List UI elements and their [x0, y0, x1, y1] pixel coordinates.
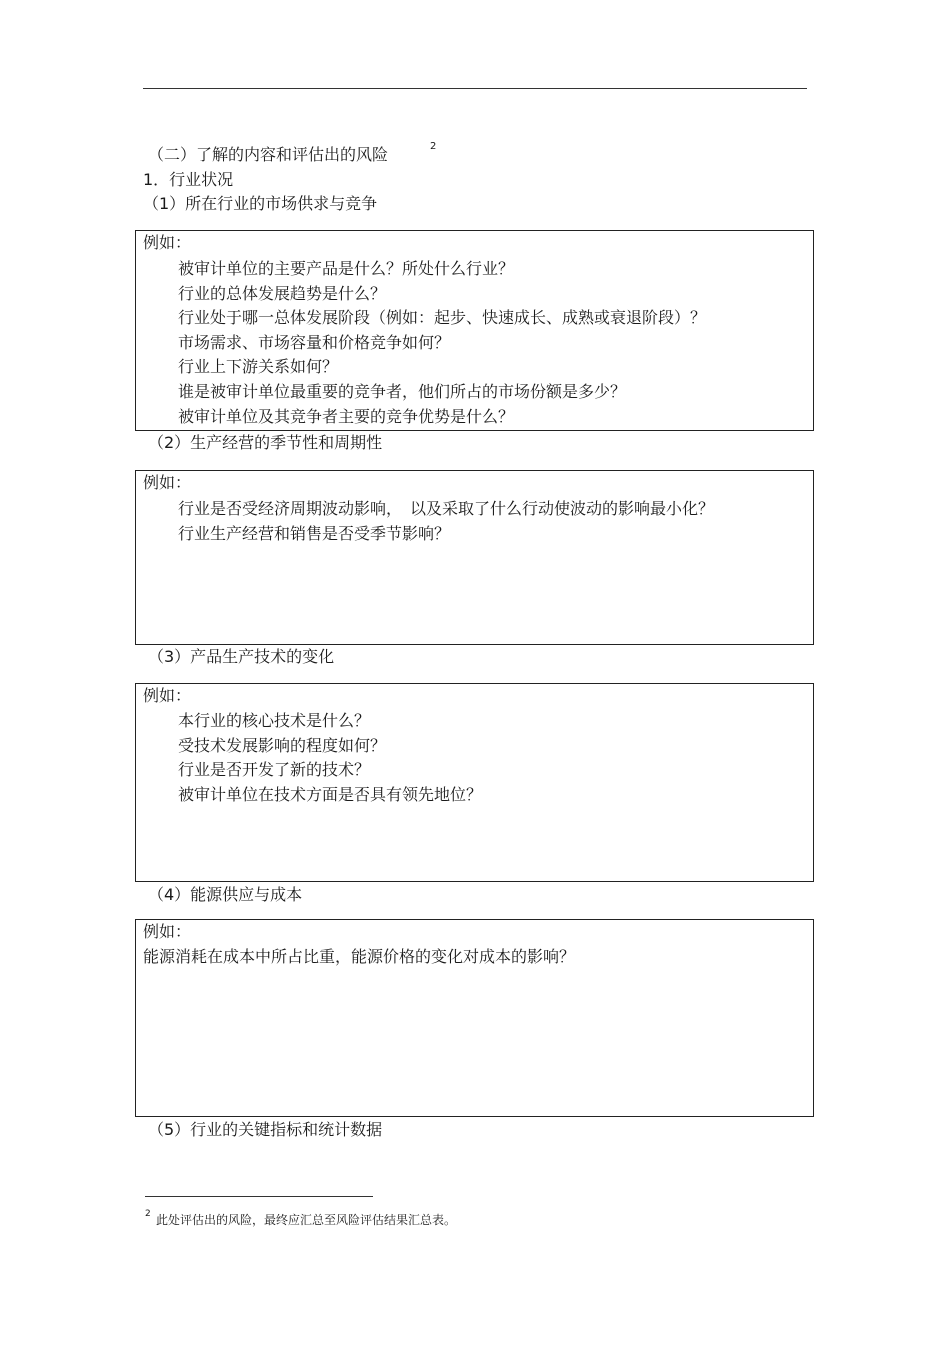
example-box-1	[135, 230, 814, 431]
subsection-3-heading: （3）产品生产技术的变化	[148, 647, 335, 666]
example-label: 例如：	[143, 233, 192, 252]
example-line: 本行业的核心技术是什么？	[178, 711, 371, 730]
subsection-1-heading: （1）所在行业的市场供求与竞争	[143, 194, 378, 213]
footnote-marker: 2	[145, 1209, 151, 1219]
example-line: 市场需求、市场容量和价格竞争如何？	[178, 333, 451, 352]
example-label: 例如：	[143, 473, 192, 492]
example-box-4	[135, 919, 814, 1117]
footnote-text: 此处评估出的风险，最终应汇总至风险评估结果汇总表。	[156, 1213, 457, 1227]
example-label: 例如：	[143, 686, 192, 705]
footnote-reference: 2	[430, 141, 437, 152]
example-line: 被审计单位在技术方面是否具有领先地位？	[178, 785, 483, 804]
example-line: 受技术发展影响的程度如何？	[178, 736, 387, 755]
example-line: 行业是否开发了新的技术？	[178, 760, 371, 779]
subsection-2-heading: （2）生产经营的季节性和周期性	[148, 433, 383, 452]
footnote-rule	[145, 1196, 373, 1197]
example-line: 行业是否受经济周期波动影响， 以及采取了什么行动使波动的影响最小化？	[178, 499, 715, 518]
example-line: 被审计单位及其竞争者主要的竞争优势是什么？	[178, 407, 515, 426]
example-line: 行业生产经营和销售是否受季节影响？	[178, 524, 451, 543]
subsection-4-heading: （4）能源供应与成本	[148, 885, 303, 904]
item1-heading: 1．行业状况	[143, 170, 234, 189]
subsection-5-heading: （5）行业的关键指标和统计数据	[148, 1120, 383, 1139]
example-box-3	[135, 683, 814, 882]
example-label: 例如：	[143, 922, 192, 941]
example-line: 行业处于哪一总体发展阶段（例如：起步、快速成长、成熟或衰退阶段）？	[178, 308, 707, 327]
example-line: 能源消耗在成本中所占比重，能源价格的变化对成本的影响？	[143, 947, 576, 966]
example-line: 行业上下游关系如何？	[178, 357, 339, 376]
example-line: 行业的总体发展趋势是什么？	[178, 284, 387, 303]
example-box-2	[135, 470, 814, 645]
header-rule	[143, 88, 807, 89]
example-line: 被审计单位的主要产品是什么？所处什么行业？	[178, 259, 515, 278]
example-line: 谁是被审计单位最重要的竞争者，他们所占的市场份额是多少？	[178, 382, 627, 401]
section-title: （二）了解的内容和评估出的风险	[148, 145, 389, 164]
